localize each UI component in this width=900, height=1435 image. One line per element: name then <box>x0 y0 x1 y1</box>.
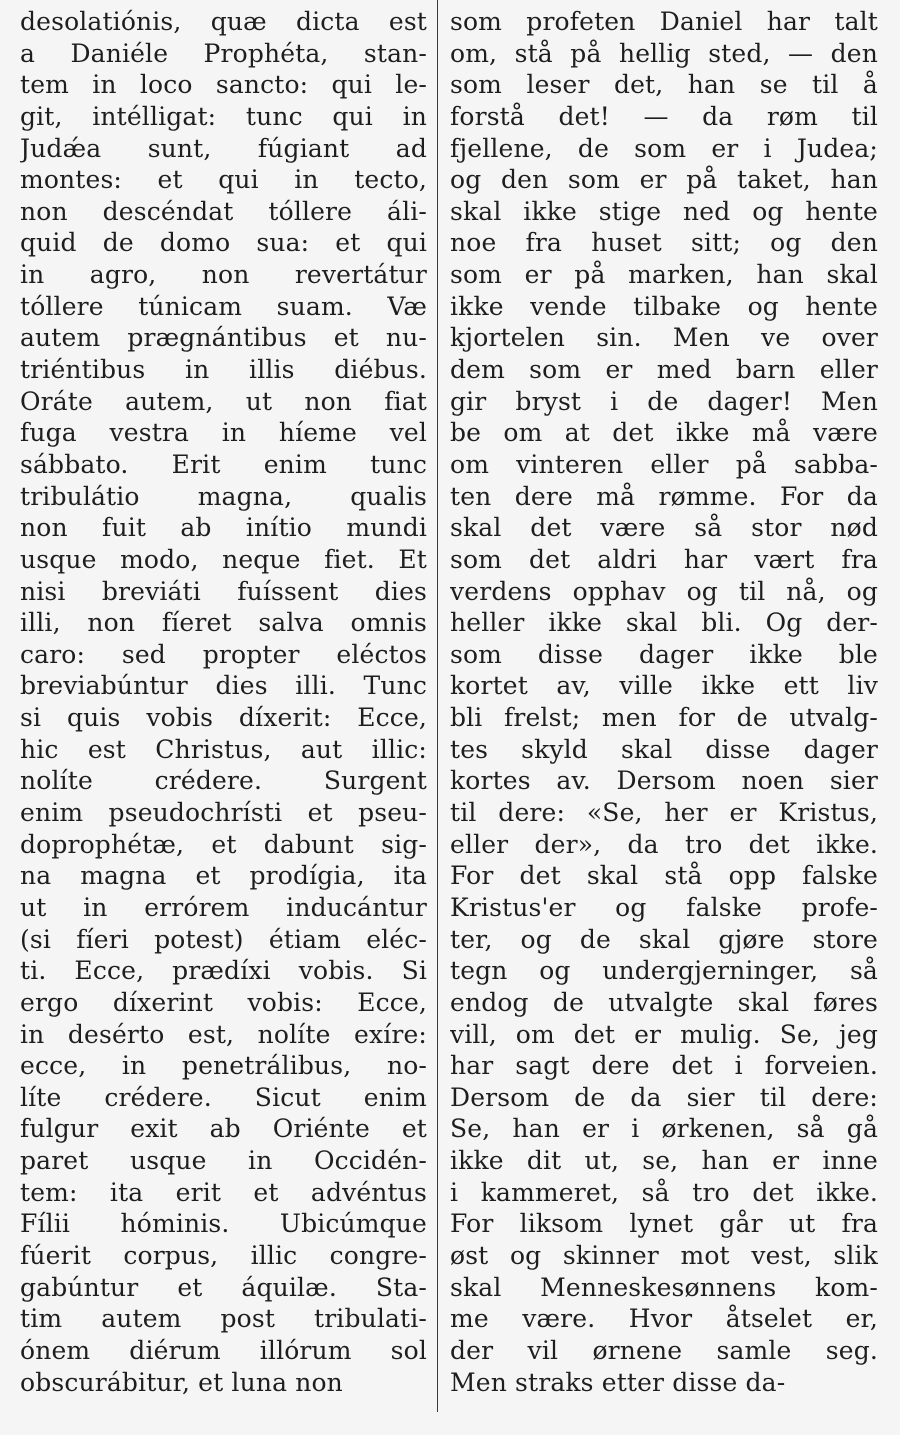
latin-text-line: tem in loco sancto: qui le- <box>20 70 427 100</box>
norwegian-text-line: be om at det ikke må være <box>450 418 878 448</box>
latin-text-line: in agro, non revertátur <box>20 260 427 290</box>
latin-text-line: illi, non fíeret salva omnis <box>20 608 427 638</box>
norwegian-text-line: ikke dit ut, se, han er inne <box>450 1146 878 1176</box>
latin-text-line: (si fíeri potest) étiam eléc- <box>20 924 427 954</box>
norwegian-text-line: noe fra huset sitt; og den <box>450 228 878 258</box>
norwegian-text-line: me være. Hvor åtselet er, <box>450 1304 878 1334</box>
latin-text-line: ut in errórem inducántur <box>20 892 427 922</box>
latin-text-line: Judǽa sunt, fúgiant ad <box>20 133 427 163</box>
norwegian-text-line: For det skal stå opp falske <box>450 861 878 891</box>
latin-text-line: obscurábitur, et luna non <box>20 1367 343 1397</box>
latin-text-line: nolíte crédere. Surgent <box>20 766 427 796</box>
latin-text-line: tóllere túnicam suam. Væ <box>20 291 427 321</box>
norwegian-text-line: som profeten Daniel har talt <box>450 7 878 36</box>
norwegian-text-line: kjortelen sin. Men ve over <box>450 323 878 353</box>
latin-text-line: Oráte autem, ut non fiat <box>20 386 427 416</box>
norwegian-text-line: skal det være så stor nød <box>450 513 878 543</box>
norwegian-text-line: som er på marken, han skal <box>450 260 878 290</box>
norwegian-text-line: kortet av, ville ikke ett liv <box>450 671 878 701</box>
norwegian-text-line: ikke vende tilbake og hente <box>450 291 878 321</box>
norwegian-text-line: som leser det, han se til å <box>450 70 878 100</box>
latin-text-line: tem: ita erit et advéntus <box>20 1177 427 1207</box>
norwegian-text-line: Se, han er i ørkenen, så gå <box>450 1114 878 1144</box>
latin-text-line: tim autem post tribulati- <box>20 1304 427 1334</box>
latin-text-line: fúerit corpus, illic congre- <box>20 1240 427 1270</box>
norwegian-text-line: forstå det! — da røm til <box>450 101 878 131</box>
norwegian-text-line: Dersom de da sier til dere: <box>450 1082 878 1112</box>
latin-text-line: montes: et qui in tecto, <box>20 165 427 195</box>
norwegian-text-line: skal ikke stige ned og hente <box>450 196 878 226</box>
latin-text-line: non descéndat tóllere áli- <box>20 196 427 226</box>
norwegian-text-line: ten dere må rømme. For da <box>450 481 878 511</box>
latin-text-line: tribulátio magna, qualis <box>20 481 427 511</box>
latin-text-column <box>20 6 427 1398</box>
latin-text-line: in desérto est, nolíte exíre: <box>20 1019 427 1049</box>
norwegian-text-line: verdens opphav og til nå, og <box>450 576 878 606</box>
norwegian-text-line: tes skyld skal disse dager <box>450 734 878 764</box>
latin-text-line: usque modo, neque fiet. Et <box>20 544 427 574</box>
latin-text-line: autem prægnántibus et nu- <box>20 323 427 353</box>
latin-text-line: líte crédere. Sicut enim <box>20 1082 427 1112</box>
norwegian-text-line: endog de utvalgte skal føres <box>450 987 878 1017</box>
latin-text-line: triéntibus in illis diébus. <box>20 355 427 385</box>
norwegian-text-line: har sagt dere det i forveien. <box>450 1051 878 1081</box>
latin-text-line: non fuit ab inítio mundi <box>20 513 427 543</box>
norwegian-text-line: bli frelst; men for de utvalg- <box>450 703 878 733</box>
norwegian-text-line: For liksom lynet går ut fra <box>450 1209 878 1239</box>
latin-text-line: breviabúntur dies illi. Tunc <box>20 671 427 701</box>
norwegian-text-line: og den som er på taket, han <box>450 165 878 195</box>
norwegian-text-line: dem som er med barn eller <box>450 355 878 385</box>
norwegian-text-column <box>450 6 878 1398</box>
latin-text-line: git, intélligat: tunc qui in <box>20 101 427 131</box>
norwegian-text-line: fjellene, de som er i Judea; <box>450 133 878 163</box>
latin-text-line: a Daniéle Prophéta, stan- <box>20 38 427 68</box>
norwegian-text-line: øst og skinner mot vest, slik <box>450 1240 878 1270</box>
norwegian-text-line: ter, og de skal gjøre store <box>450 924 878 954</box>
latin-text-line: ti. Ecce, prædíxi vobis. Si <box>20 956 427 986</box>
latin-text-line: nisi breviáti fuíssent dies <box>20 576 427 606</box>
norwegian-text-line: heller ikke skal bli. Og der- <box>450 608 878 638</box>
norwegian-text-line: om vinteren eller på sabba- <box>450 449 878 479</box>
latin-text-line: doprophétæ, et dabunt sig- <box>20 829 427 859</box>
norwegian-text-line: skal Menneskesønnens kom- <box>450 1272 878 1302</box>
norwegian-text-line: der vil ørnene samle seg. <box>450 1335 878 1365</box>
latin-text-line: quid de domo sua: et qui <box>20 228 427 258</box>
latin-text-line: hic est Christus, aut illic: <box>20 734 427 764</box>
norwegian-text-line: i kammeret, så tro det ikke. <box>450 1177 878 1207</box>
latin-text-line: sábbato. Erit enim tunc <box>20 449 427 479</box>
column-divider <box>437 0 438 1412</box>
latin-text-line: Fílii hóminis. Ubicúmque <box>20 1209 427 1239</box>
norwegian-text-line: eller der», da tro det ikke. <box>450 829 878 859</box>
latin-text-line: ecce, in penetrálibus, no- <box>20 1051 427 1081</box>
norwegian-text-line: vill, om det er mulig. Se, jeg <box>450 1019 878 1049</box>
latin-text-line: caro: sed propter eléctos <box>20 639 427 669</box>
latin-text-line: gabúntur et áquilæ. Sta- <box>20 1272 427 1302</box>
norwegian-text-line: om, stå på hellig sted, — den <box>450 38 878 68</box>
latin-text-line: ergo díxerint vobis: Ecce, <box>20 987 427 1017</box>
norwegian-text-line: Men straks etter disse da- <box>450 1367 786 1397</box>
norwegian-text-line: til dere: «Se, her er Kristus, <box>450 798 878 828</box>
norwegian-text-line: kortes av. Dersom noen sier <box>450 766 878 796</box>
latin-text-line: enim pseudochrísti et pseu- <box>20 798 427 828</box>
norwegian-text-line: som det aldri har vært fra <box>450 544 878 574</box>
norwegian-text-line: som disse dager ikke ble <box>450 639 878 669</box>
norwegian-text-line: gir bryst i de dager! Men <box>450 386 878 416</box>
norwegian-text-line: tegn og undergjerninger, så <box>450 956 878 986</box>
latin-text-line: fulgur exit ab Oriénte et <box>20 1114 427 1144</box>
latin-text-line: paret usque in Occidén- <box>20 1146 427 1176</box>
latin-text-line: ónem diérum illórum sol <box>20 1335 427 1365</box>
latin-text-line: desolatiónis, quæ dicta est <box>20 7 427 36</box>
latin-text-line: na magna et prodígia, ita <box>20 861 427 891</box>
norwegian-text-line: Kristus'er og falske profe- <box>450 892 878 922</box>
latin-text-line: fuga vestra in híeme vel <box>20 418 427 448</box>
latin-text-line: si quis vobis díxerit: Ecce, <box>20 703 427 733</box>
